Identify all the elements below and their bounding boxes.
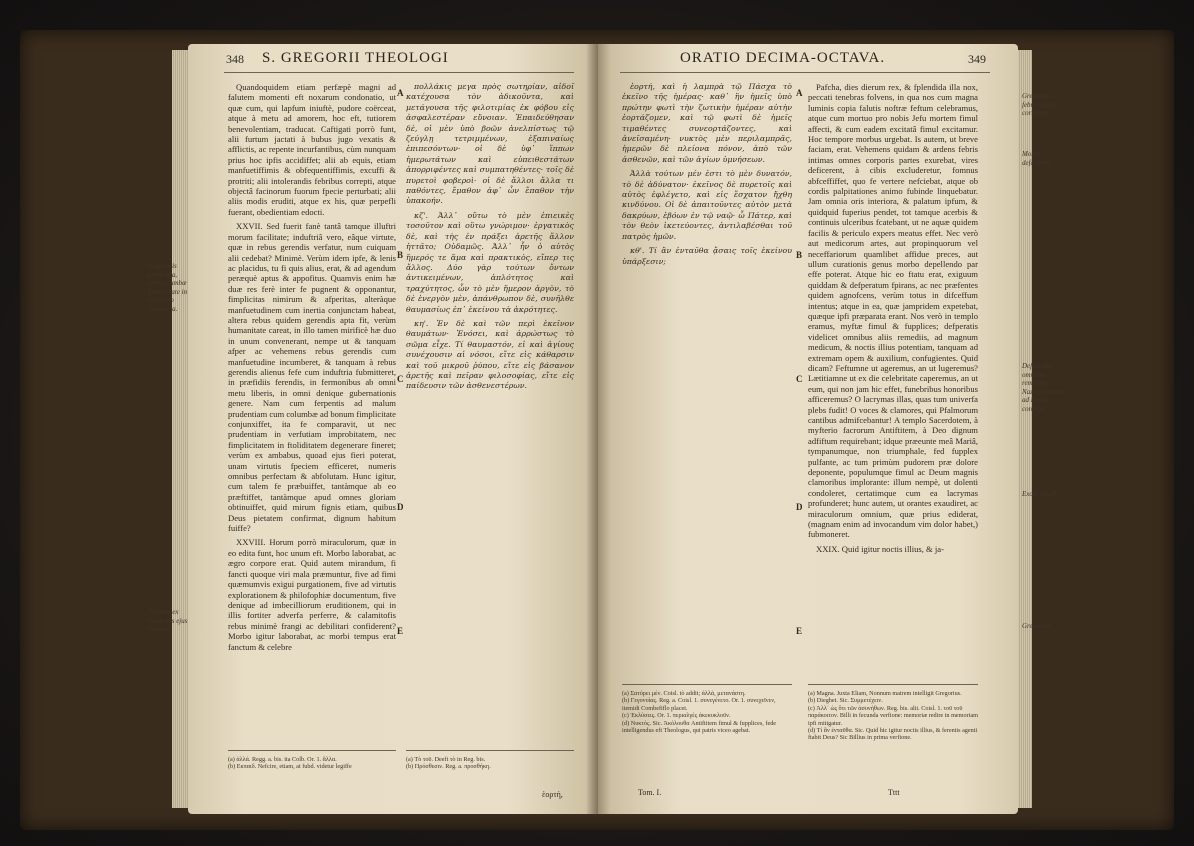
right-greek-footnotes: [622, 690, 792, 734]
right-latin-footnote-rule: [808, 684, 978, 685]
right-head-rule: [620, 72, 990, 73]
footnote: (b) Γεγονυὶας. Reg. a. Coisl. 1. συνεγένετο. Or. 1. συνεχεῖνεν, itemidi Combefiflo placet.: [622, 697, 776, 712]
column-letter: D: [397, 502, 404, 512]
left-footnote-rule: [228, 750, 396, 751]
left-latin-paragraph: Quandoquidem etiam perfæpè magni ad falutem momenti eft noxarum condonatio, ut quæ cum, qui lapfum iniuftè, pudore coërceat, atque à metu ad amorem, hoc eft, tutiorem benevolentiam, traducat. Caftigati porrò funt, alii furtum jactati à bubus jugo vexatis & afflictis, ac repente incurfantibus, cùm nunquam prius hoc ipfis accidiffet; alii ab equis, etiam manfuetiffimis & obfequentiffimis, excuffi & protriti; alii intolerandis febribus correpti, atque objectâ facinorum fuorum fpecie perturbati; alii aliis modis eruditi, atque ex his, quæ perpefli fuerant, obedientiam edocti.: [228, 82, 396, 217]
volume-signature: Tom. I.: [638, 788, 662, 797]
right-greek-paragraph: Ἀλλὰ τούτων μέν ἐστι τὸ μὲν δυνατόν, τὸ δὲ ἀδύνατον· ἐκεῖνος δὲ πυρετοῖς καὶ αὐτὸς ἐφλέγετο, καὶ εἰς ἔσχατον ἤχθη κινδύνου. Οἱ δὲ ἀπαιτοῦντες αὐτὸν μετὰ δακρύων, ἐβόων ἐν τῷ ναῷ· ὦ Πάτερ, καὶ τὸν θεὸν ἱκετεύοντες, ἀντιλαβέσθαι τοῦ πατρὸς ἡμῶν.: [622, 169, 792, 241]
left-latin-paragraph: XXVII. Sed fuerit fanè tantâ tamque illuftri morum facilitate; induftriâ vero, eâque virtute, quæ in rebus gerendis verfatur, num cuiquam alii cedebat? Minimè. Verùm idem ipfe, & lenis ac placidus, tu fi quis alius, erat, & ad agendum peræquè aptus & appofitus. Quamvis enim hæ duæ res ferè inter fe pugnent & opponantur, fimplicitas nimirum & afperitas, alteràque manfuetudinem cum inertia conjunctam habeat, altera rebus quidem gerendis apta fit, verùm humanitate careat, in illo tamen mirificè hæ duo in unum convenerant, nempe ut & tanquam afper ac vehemens rebus gerendis cum manfuetudine incumberet, & tanquam à rebus gerendis alienus fefe cum induftria fubmitteret, in præfidiis ferendis, in fermonibus ab omni metu liberis, in omni denique gubernationis genere. Nam cum ferpentis ad malum prudentiam cum columbæ ad bonum fimplicitate conjunxiffet, ita fe comparavit, ut nec prudentiam in verfutiam improbitatem, nec fimplicitatem in ftoliditatem degenerare fineret; verùm ex ambabus, quoad ejus fieri poterat, unam virtutis fpeciem efficeret, numeris omnibus perfectam & abfolutam. Hunc igitur, cum talem fe præbuiffet, tantàmque ab eo præftiffet, tantàmque apud omnes gloriam obtinuiffet, quid mirum fignis etiam, quibus Deus pietatem confirmat, dignum habitum fuiffe?: [228, 221, 396, 534]
left-margin-note: Singularis prudentia, cum columbæ fimplicitate in Gregorio conjuncta.: [148, 262, 188, 313]
footnote: (a) ἀλλά. Regg. a. bis. ita Colb. Or. 1. ἄλλα.: [228, 756, 337, 763]
footnote: (b) Εκπαιδ. Nefcire, etiam, at fubd. videtur legiffe: [228, 763, 352, 771]
right-greek-paragraph: κθ'. Τί ἂν ἐνταῦθα ᾄσαις τοῖς ἐκείνου ὑπάρξεσιν;: [622, 246, 792, 266]
right-latin-column: [808, 82, 978, 558]
left-page-edges: [172, 50, 188, 808]
right-page-number: 349: [968, 52, 986, 66]
left-greek-footnotes: [406, 756, 556, 771]
right-latin-paragraph: XXIX. Quid igitur noctis illius, & ja-: [816, 543, 944, 554]
footnote: (a) Magna. Juxta Eliam, Nonnum matrem intelligit Gregorius.: [808, 690, 962, 697]
footnote: (c) Ἐκλύσεις. Or. 1. περιαλγὲς ἀκεκυκλοῦν.: [622, 712, 731, 720]
sheet-signature: Tttt: [888, 788, 900, 797]
right-margin-note: Defperatis omnibus remediis, Nazianzenorum ad Deum confugit.: [1022, 362, 1066, 413]
column-letter: B: [397, 250, 404, 260]
column-letter: E: [397, 626, 404, 636]
right-latin-paragraph: Pafcha, dies dierum rex, & fplendida illa nox, peccati tenebras folvens, in qua nos cum magna luminis copia falutis noftræ feftum celebramus, atque cum mortuo pro nobis Jefu mortem fimul affecti, & cum eadem excitatâ fimul excitamur. Hoc tempore morbus urgebat. Is autem, ut breve faciam, erat. Vehemens quidam & ardens febris intimas omnes corporis partes exurebat, vires deficerent, à cibis excluderetur, fomnus abfceffiffet, quo fe vertere nefciebat, atque ob cordis palpitationes animo fubinde linquebatur. Jam omnia oris interiora, & palatum ipfum, & quidquid fuperius pendet, tot tamque acerbis & continuis ulceribus fcatebant, ut ne aquæ quidem facilis & periculo expers meatus effet. Nec verò aut medicorum artes, aut propinquorum vel neceffariorum quamlibet affidue preces, aut ullum curationis genus morbo depellendo par effe poterat. Atque hic eo ftatu erat, exiguum quiddam & defperatum fpirans, ac nec præfentes quidem agnofcens, verùm totus in difceffum intentus; atque in ea, quæ jampridem expetebat, quæque ipfi præparata erant. Nos verò in templo eramus, myftæ fimul & fupplices; defperatis videlicet omnibus aliis remediis, ad magnum medicum, & noctis illius potentiam, tanquam ad extremam opem & auxilium, confugientes. Quid dicam? Feftumne ut ageremus, an ut lugeremus? Lætitiamne ut ex die celebritate caperemus, an ut eum, qui non jam hic effet, funebribus honoribus afficeremus? O lacrymas illas, quas tum univerfa plebs fudit! O voces & clamores, qui Pfalmorum cantibus admifcebantur! A templo Sacerdotem, à myfterio facrorum Antiftitem, à Deo dignum adfiftum requirebant; idque præeunte meâ Mariâ, tympanumque, non triumphale, fed fupplex pulfante, ac tum primùm pudorem præ dolore deponente, populumque fimul ac Deum magnis clamoribus implorante: illum nempè, ut dolenti condoleret, certatimque cum ea lacrymas profunderet; hunc autem, ut orantes exaudiret, ac miraculorum omnium, quæ prius ediderat, (magnam enim ad invocandum vim dolor habet,) fubmoneret.: [808, 82, 978, 540]
right-greek-column: [622, 82, 792, 271]
footnote: (d) Τί ἂν ἐνταῦθα. Sic. Quid hic igitur noctis illius, & ferentis agenti ftabit Deus? Sic Billius in prima verfione.: [808, 727, 978, 742]
left-latin-column: [228, 82, 396, 656]
footnote: (c) Ἀλλ᾽ ὡς ὅτι τῶν ἀσυνήθων. Reg. bis. alii. Coisl. 1. τοῦ τοῦ παράκοιτον. Billi in fecunda verfione: memoriæ redire in memoriam ipfi mitigatur.: [808, 704, 978, 727]
column-letter: A: [796, 88, 803, 98]
footnote: (d) Νυκτός. Sic. Ἀκόλουθα Antiftitem fimul & fupplices, fede intelligendus eft Theologus, qui patris viceo agebat.: [622, 719, 777, 735]
left-greek-paragraph: κη'. Ἐν δὲ καὶ τῶν περὶ ἐκεῖνον θαυμάτων· Ἐνόσει, καὶ ἀρρώστως τὸ σῶμα εἶχε. Τί θαυμαστόν, εἰ καὶ ἁγίους συνέχουσιν αἱ νόσοι, εἴτε εἰς κάθαρσιν καὶ τοῦ μικροῦ ῥύπου, εἴτε εἰς βάσανον ἀρετῆς καὶ πεῖραν φιλοσοφίας, εἴτε εἰς παίδευσιν τῶν ἀσθενεστέρων.: [406, 318, 574, 391]
right-latin-footnotes: [808, 690, 978, 742]
column-letter: D: [796, 502, 803, 512]
left-latin-footnotes: [228, 756, 396, 771]
left-margin-note: Primum ex miraculis ejus insignis.: [148, 608, 188, 633]
right-greek-footnote-rule: [622, 684, 792, 685]
right-margin-note: Exodi xv. 20.: [1022, 490, 1059, 498]
left-greek-paragraph: κζ'. Ἀλλ᾽ οὕτω τὸ μὲν ἐπιεικὲς τοσοῦτον καὶ οὕτω γνώριμον· ἐργατικὸς δὲ, καὶ τὴς ἐν πράξει ἀρετῆς ἄλλον ἡττᾶτο; Οὐδαμῶς. Ἀλλ᾽ ἦν ὁ αὐτὸς ἥμερός τε ἅμα καὶ πρακτικὸς, εἴπερ τις ἄλλος. Δύο γὰρ τούτων ὄντων ἀντικειμένων, ἁπλότητος καὶ τραχύτητος, ὧν τὸ μὲν ἥμερον ἀργὸν, τὸ δὲ ἐνεργὸν μὲν, ἀπάνθρωπον δὲ, συνῆλθε θαυμασίως ἐπ᾽ ἐκείνου τὰ ἀκρότητες.: [406, 210, 574, 314]
right-running-head: ORATIO DECIMA-OCTAVA.: [680, 50, 886, 66]
left-greek-column: [406, 82, 574, 396]
left-head-rule: [224, 72, 574, 73]
column-letter: C: [397, 374, 404, 384]
column-letter: A: [397, 88, 404, 98]
left-page: [188, 44, 598, 814]
right-page: [598, 44, 1018, 814]
footnote: (a) Τὸ τοῦ. Deeft τὸ in Reg. bis.: [406, 756, 486, 763]
column-letter: E: [796, 626, 803, 636]
right-margin-note: Gregorius febre mortis correptus.: [1022, 92, 1056, 117]
left-running-head: S. GREGORII THEOLOGI: [262, 50, 449, 66]
left-greek-paragraph: πολλάκις μεγα πρὸς σωτηρίαν, αἰδοῖ κατέχουσα τὸν ἀδικοῦντα, καὶ μετάγουσα τῆς φιλοτιμίας ἐκ φόβου εἰς ἀσφαλεστέραν εὔνοιαν. Ἐπαιδεύθησαν δὲ, οἱ μὲν ὑπὸ βοῶν ἀνελπίστως τῷ ζεύγλῃ τετριμμένων, ἐξαπιναίως ἐπιπεσόντων· οἱ δὲ ὑφ᾽ ἵππων ἡμερωτάτων καὶ εὐπειθεστάτων ἀπορριφέντες καὶ συμπατηθέντες· τοῖς δὲ πυρετοὶ φοβεροὶ· οἱ δὲ ἄλλοι ἄλλα τι παθόντες, ἔμαθον ἀφ᾽ ὧν ἔπαθον τὴν ὑπακοήν.: [406, 82, 574, 206]
right-margin-note: Morbi defcriptio.: [1022, 150, 1051, 167]
left-greek-footnote-rule: [406, 750, 574, 751]
left-latin-paragraph: XXVIII. Horum porrò miraculorum, quæ in eo edita funt, hoc unum eft. Morbo laborabat, ac ægro corpore erat. Quid autem mirandum, fi fancti quoque viri mala præmuntur, five ad fimi quæmumvis exigui purgationem, five ad virtutis explorationem & philofophiæ documentum, five denique ad imbecilliorum eruditionem, qui in illis fortiter adverfa perferre, & calamitofis rebus minimè frangi ac debilitari confiderent? Morbo igitur laborabat, ac morbi tempus erat fanctum & celebre: [228, 537, 396, 652]
footnote: (b) Πρόσθεσιν. Reg. a. προσθήκη.: [406, 763, 491, 771]
column-letter: C: [796, 374, 803, 384]
column-letter: B: [796, 250, 803, 260]
footnote: (b) Dieghet. Sic. Συμμετέχειν.: [808, 697, 883, 705]
right-margin-note: Gregorius: [1022, 622, 1051, 630]
footnote: (a) Σατύρει μὲν. Coisl. tò addit; ἀλλὰ, μετανάστη.: [622, 690, 746, 697]
left-catchword: ἑορτή,: [542, 790, 563, 799]
left-page-number: 348: [226, 52, 244, 66]
right-greek-paragraph: ἑορτή, καὶ ἡ λαμπρὰ τῷ Πάσχα τὸ ἐκεῖνο τῆς ἡμέρας· καθ᾽ ἣν ἡμεῖς ὑπὸ πρώτην φωτὶ τὴν ζωτικὴν ἡμέραν αὐτὴν ἑορτάζομεν, καὶ τῷ φωτὶ δὲ ἡμεῖς τιμαθέντες συνεορτάζοντες, καὶ ἀνεῖσαμένη· νυκτὸς μὲν περιλαμπρᾶς, ἡμερῶν δὲ πλείονα πόνον, ἀπὸ τῶν ἀσθενῶν, καὶ τῶν ἁγίων ὑμνήσεων.: [622, 82, 792, 164]
